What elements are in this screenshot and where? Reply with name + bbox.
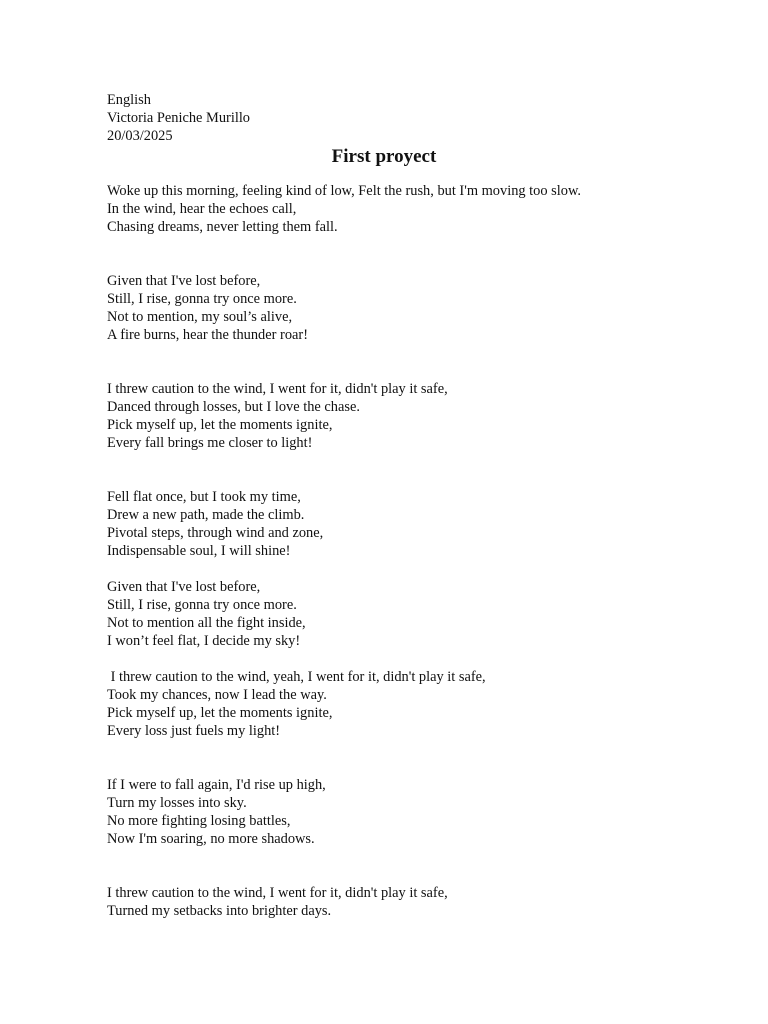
header-author: Victoria Peniche Murillo <box>107 110 251 126</box>
poem-line: Took my chances, now I lead the way. <box>107 687 327 703</box>
document-title: First proyect <box>331 146 437 167</box>
poem-line: Woke up this morning, feeling kind of low, Felt the rush, but I'm moving too slow. <box>107 183 582 199</box>
poem-line: Given that I've lost before, <box>107 273 261 289</box>
document-body <box>107 91 727 920</box>
poem-line: Indispensable soul, I will shine! <box>107 543 291 559</box>
poem-line: I threw caution to the wind, yeah, I went for it, didn't play it safe, <box>107 669 486 685</box>
header-subject: English <box>107 92 151 108</box>
stanza-1 <box>107 182 727 236</box>
poem-line: In the wind, hear the echoes call, <box>107 201 297 217</box>
poem-line: Not to mention, my soul’s alive, <box>107 309 293 325</box>
poem-line: Drew a new path, made the climb. <box>107 507 305 523</box>
header-date: 20/03/2025 <box>107 128 173 144</box>
poem-line: Turned my setbacks into brighter days. <box>107 903 332 919</box>
stanza-5 <box>107 578 727 650</box>
poem-line: Pick myself up, let the moments ignite, <box>107 417 333 433</box>
poem-line: Now I'm soaring, no more shadows. <box>107 831 315 847</box>
poem-line: A fire burns, hear the thunder roar! <box>107 327 308 343</box>
poem-line: If I were to fall again, I'd rise up high, <box>107 777 326 793</box>
poem-line: Still, I rise, gonna try once more. <box>107 597 297 613</box>
stanza-6 <box>107 668 727 740</box>
poem-line: Pivotal steps, through wind and zone, <box>107 525 324 541</box>
poem-line: Turn my losses into sky. <box>107 795 247 811</box>
stanza-7 <box>107 776 727 848</box>
stanza-2 <box>107 272 727 344</box>
poem-line: Chasing dreams, never letting them fall. <box>107 219 338 235</box>
poem-line: Given that I've lost before, <box>107 579 261 595</box>
stanza-3 <box>107 380 727 452</box>
poem-line: Not to mention all the fight inside, <box>107 615 306 631</box>
poem-line: No more fighting losing battles, <box>107 813 291 829</box>
stanza-4 <box>107 488 727 560</box>
poem-line: I threw caution to the wind, I went for it, didn't play it safe, <box>107 381 448 397</box>
poem-line: Pick myself up, let the moments ignite, <box>107 705 333 721</box>
poem-line: Every fall brings me closer to light! <box>107 435 313 451</box>
poem-line: Still, I rise, gonna try once more. <box>107 291 297 307</box>
poem-line: Fell flat once, but I took my time, <box>107 489 301 505</box>
stanza-8 <box>107 884 727 920</box>
poem-line: I won’t feel flat, I decide my sky! <box>107 633 301 649</box>
poem-line: Every loss just fuels my light! <box>107 723 281 739</box>
poem-line: I threw caution to the wind, I went for it, didn't play it safe, <box>107 885 448 901</box>
poem-line: Danced through losses, but I love the chase. <box>107 399 360 415</box>
